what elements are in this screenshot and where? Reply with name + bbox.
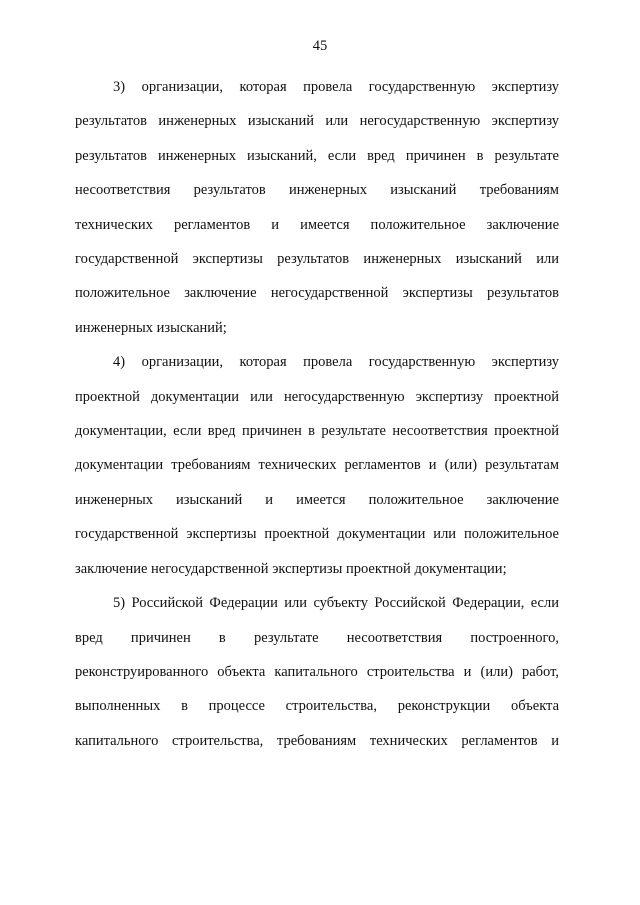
page-number: 45 — [312, 38, 328, 54]
paragraph-item-4: 4) организации, которая провела государственную экспертизу проектной документации или негосударственную экспертизу проектной документации, если вред причинен в результате несоответствия проектной документации требованиям технических регламентов и (или) результатам инженерных изысканий и имеется положительное заключение государственной экспертизы проектной документации или положительное заключение негосударственной экспертизы проектной документации; — [75, 354, 559, 577]
paragraph-item-3: 3) организации, которая провела государственную экспертизу результатов инженерных изысканий или негосударственную экспертизу результатов инженерных изысканий, если вред причинен в результате несоответствия результатов инженерных изысканий требованиям технических регламентов и имеется положительное заключение государственной экспертизы результатов инженерных изысканий или положительное заключение негосударственной экспертизы результатов инженерных изысканий; — [75, 79, 559, 336]
paragraph-item-5: 5) Российской Федерации или субъекту Российской Федерации, если вред причинен в результате несоответствия построенного, реконструированного объекта капитального строительства и (или) работ, выполненных в процессе строительства, реконструкции объекта капитального строительства, требованиям технических регламентов и — [75, 595, 559, 749]
document-body — [75, 70, 559, 758]
